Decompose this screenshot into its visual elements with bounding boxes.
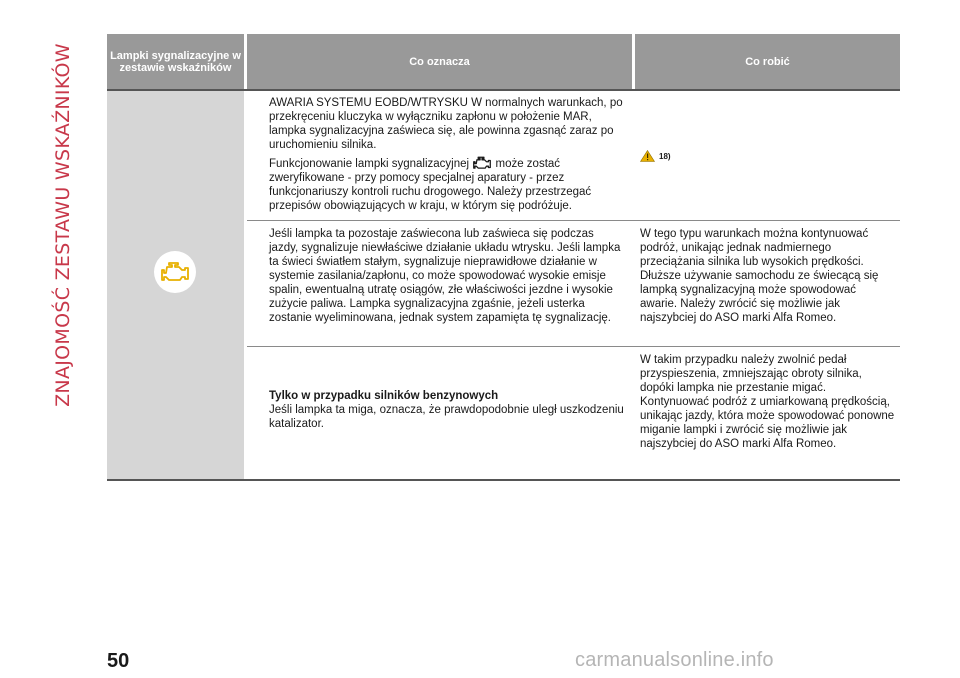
row1-meaning — [269, 96, 624, 213]
row1-meaning-p1: AWARIA SYSTEMU EOBD/WTRYSKU W normalnych warunkach, po przekręceniu kluczyka w wyłączniku zapłonu w położenie MAR, lampka sygnalizacyjna zaświeca się, ale powinna zgasnąć zaraz po uruchomieniu silnika. — [269, 97, 623, 151]
row2-action: W tego typu warunkach można kontynuować podróż, unikając jednak nadmiernego przeciążania silnika lub wysokich prędkości. Dłuższe używanie samochodu ze świecącą się lampką sygnalizacyjną może spowodować awarie. Należy zwrócić się możliwie jak najszybciej do ASO marki Alfa Romeo. — [640, 228, 879, 324]
row1-meaning-p2-before: Funkcjonowanie lampki sygnalizacyjnej — [269, 158, 470, 170]
lamp-column — [107, 91, 244, 479]
watermark: carmanualsonline.info — [575, 649, 774, 671]
header-action: Co robić — [635, 34, 900, 89]
row3-meaning — [269, 389, 624, 431]
row3-action: W takim przypadku należy zwolnić pedał przyspieszenia, zmniejszając obroty silnika, dopóki lampka nie przestanie migać. Kontynuować podróż z umiarkowaną prędkością, unikając jazdy, która może spowodować ponowne miganie lampki i zwrócić się możliwie jak najszybciej do ASO marki Alfa Romeo. — [640, 354, 895, 450]
row3-meaning-heading: Tylko w przypadku silników benzynowych — [269, 390, 499, 402]
lamp-badge — [154, 251, 196, 293]
header-meaning: Co oznacza — [247, 34, 632, 89]
header-lamps: Lampki sygnalizacyjne w zestawie wskaźników — [107, 34, 244, 89]
row1-action-ref: 18) — [659, 151, 671, 161]
table-bottom-rule — [107, 479, 900, 481]
row1-meaning-p2 — [269, 156, 624, 213]
section-side-title-text: ZNAJOMOŚĆ ZESTAWU WSKAŹNIKÓW — [52, 43, 74, 407]
row-divider-2 — [247, 346, 900, 347]
engine-check-inline-icon — [472, 156, 492, 170]
row1-action — [640, 150, 671, 162]
row1-meaning-p2-after: może zostać zweryfikowane - przy pomocy specjalnej aparatury - przez funkcjonariuszy kontroli ruchu drogowego. Należy przestrzegać przepisów obowiązujących w kraju, w którym się podróżuje. — [269, 158, 592, 212]
row3-meaning-text: Jeśli lampka ta miga, oznacza, że prawdopodobnie uległ uszkodzeniu katalizator. — [269, 404, 624, 430]
engine-check-icon — [160, 261, 190, 283]
warning-triangle-icon — [640, 150, 655, 162]
page-number: 50 — [107, 650, 130, 672]
row2-meaning: Jeśli lampka ta pozostaje zaświecona lub zaświeca się podczas jazdy, sygnalizuje niewłaściwe działanie układu wtrysku. Jeśli lampka ta świeci światłem stałym, sygnalizuje nieprawidłowe działanie w systemie zasilania/zapłonu, co może spowodować wysokie emisje spalin, ewentualną utratę osiągów, złe właściwości jezdne i wysokie zużycie paliwa. Lampka sygnalizacyjna zgaśnie, jeżeli usterka zostanie wyeliminowana, jednak system zapamięta tę sygnalizację. — [269, 228, 621, 324]
row-divider-1 — [247, 220, 900, 221]
